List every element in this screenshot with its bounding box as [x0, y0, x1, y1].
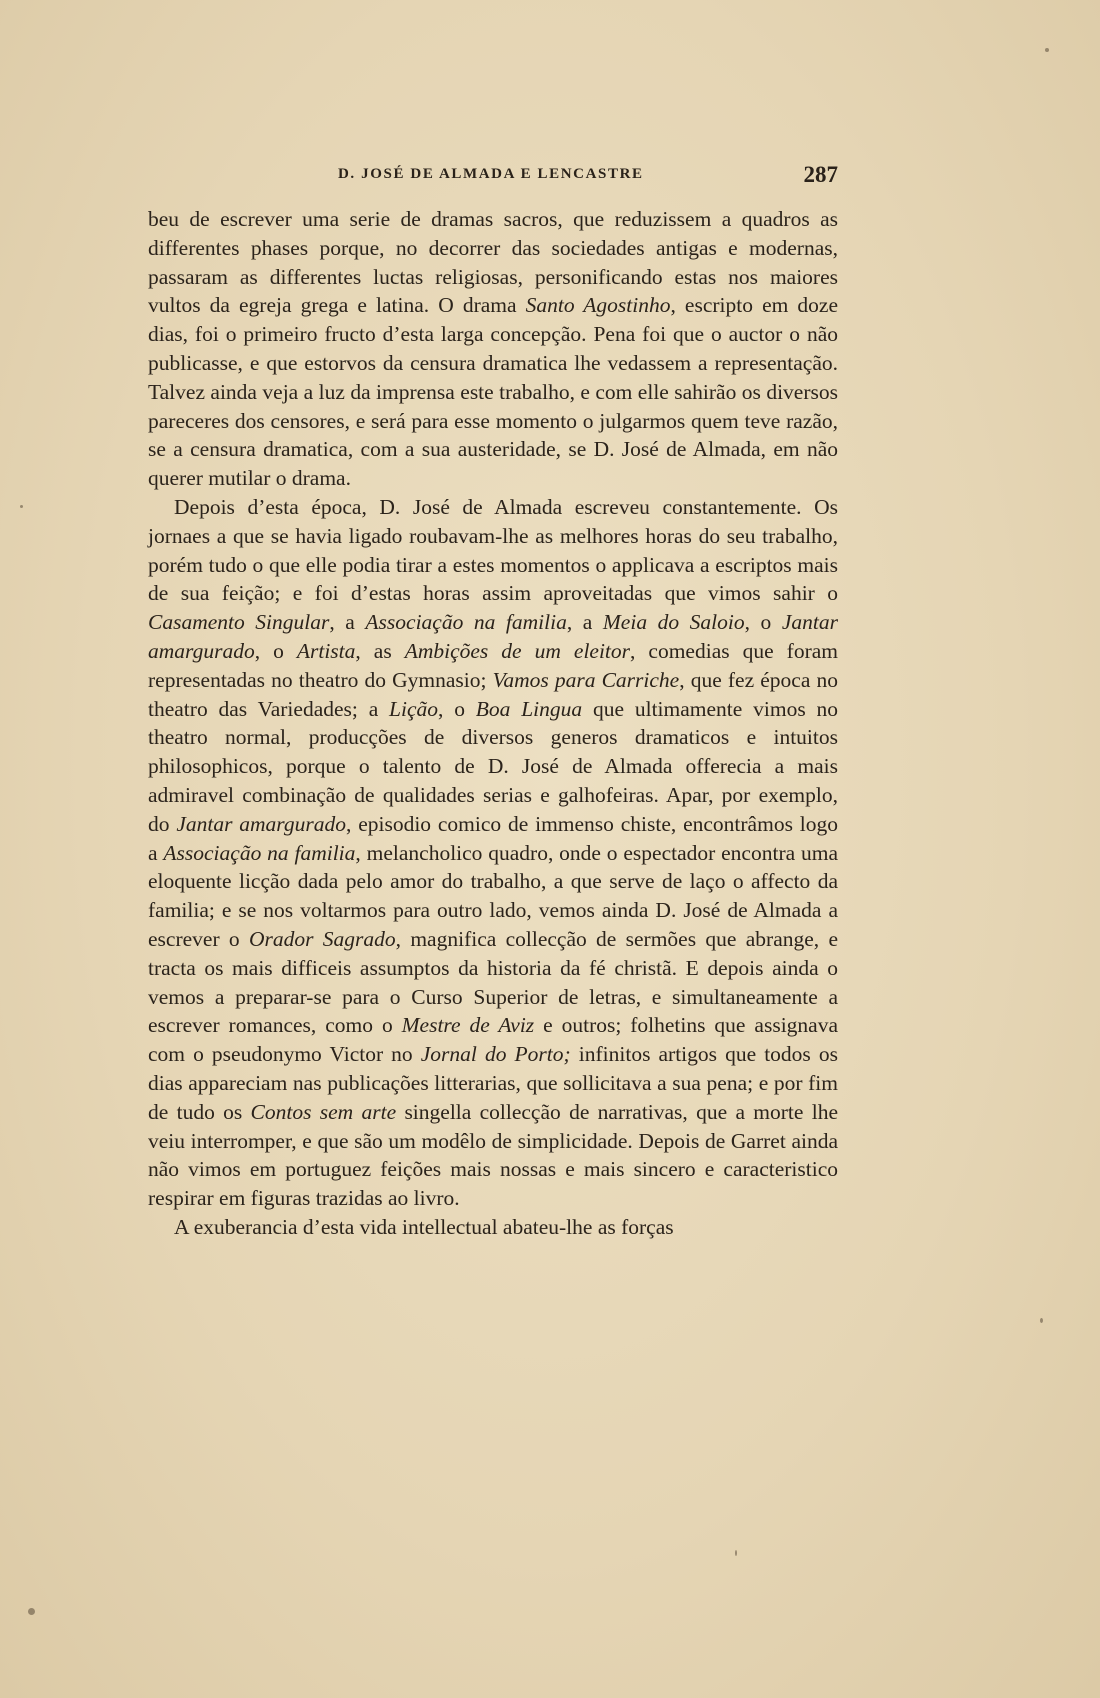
body-text [148, 205, 838, 1242]
text-run: , as [355, 638, 405, 663]
text-run: beu de escrever uma serie de dramas sacros, que reduzissem a quadros as differentes phases porque, no decorrer das sociedades antigas e modernas, passaram as differentes luctas religiosas, personificando estas nos maiores vultos da egreja grega e latina. O drama [148, 207, 838, 318]
text-run: , a [566, 610, 603, 635]
text-run: Depois d’esta época, D. José de Almada escreveu constantemente. Os jornaes a que se havia ligado roubavam-lhe as melhores horas do seu trabalho, porém tudo o que elle podia tirar a estes momentos o applicava a escriptos mais de sua feição; e foi d’estas horas assim aproveitadas que vimos sahir o [148, 494, 838, 606]
text-run: que ultimamente vimos no theatro normal, producções de diversos generos dramaticos e intuitos philosophicos, porque o talento de D. José de Almada offerecia a mais admiravel combinação de qualidades serias e galhofeiras. Apar, por exemplo, do [148, 696, 838, 836]
italic-title: Ambições de um eleitor [404, 638, 631, 663]
text-run: infinitos artigos que todos os dias appareciam nas publicações litterarias, que sollicitava a sua pena; e por fim de tudo os [148, 1042, 838, 1124]
paragraph [148, 493, 838, 1213]
italic-title: Orador Sagrado [248, 926, 396, 951]
italic-title: Boa Lingua [475, 696, 583, 721]
paper-speck [1040, 1318, 1043, 1323]
text-run: A exuberancia d’esta vida intellectual abateu-lhe as forças [174, 1214, 674, 1239]
italic-title: Contos sem arte [250, 1099, 397, 1124]
paper-speck [1045, 48, 1049, 52]
page-number: 287 [803, 162, 838, 187]
italic-title: Santo Agostinho [525, 293, 671, 318]
italic-title: Casamento Singular [148, 610, 330, 635]
text-run: , o [438, 696, 476, 721]
text-run: singella collecção de narrativas, que a morte lhe veiu interromper, e que são um modêlo de simplicidade. Depois de Garret ainda não vimos em portuguez feições mais nossas e mais sincero e caracteristico respirar em figuras trazidas ao livro. [148, 1099, 838, 1211]
text-run: , magnifica collecção de sermões que abrange, e tracta os mais difficeis assumptos da historia da fé christã. E depois ainda o vemos a preparar-se para o Curso Superior de letras, e simultaneamente a escrever romances, como o [148, 926, 838, 1038]
italic-title: Jornal do Porto; [420, 1042, 571, 1067]
paper-speck [735, 1550, 737, 1556]
text-run: , a [329, 610, 366, 635]
text-run: e outros; folhetins que assignava com o pseudonymo Victor no [148, 1013, 839, 1067]
paragraph [148, 1213, 838, 1242]
text-run: , escripto em doze dias, foi o primeiro fructo d’esta larga concepção. Pena foi que o auctor o não publicasse, e que estorvos da censura dramatica lhe vedassem a representação. Talvez ainda veja a luz da imprensa este trabalho, e com elle sahirão os diversos pareceres dos censores, e será para esse momento o julgarmos quem teve razão, se a censura dramatica, com a sua austeridade, se D. José de Almada, em não querer mutilar o drama. [148, 293, 838, 491]
italic-title: Jantar amargurado [176, 811, 346, 836]
italic-title: Mestre de Aviz [401, 1013, 535, 1038]
text-run: , comedias que foram representadas no theatro do Gymnasio; [148, 638, 838, 692]
italic-title: Associação na familia [163, 840, 356, 865]
paragraph [148, 205, 838, 493]
paper-speck [28, 1608, 35, 1615]
italic-title: Meia do Saloio [602, 610, 745, 635]
text-run: , o [254, 638, 297, 663]
running-head-title: D. JOSÉ DE ALMADA E LENCASTRE [338, 166, 644, 182]
text-run: , episodio comico de immenso chiste, encontrâmos logo a [148, 811, 838, 865]
italic-title: Associação na familia [365, 610, 567, 635]
italic-title: Lição [389, 696, 439, 721]
text-run: , que fez época no theatro das Variedades; a [148, 667, 838, 721]
paper-speck [20, 505, 23, 508]
italic-title: Artista [296, 638, 356, 663]
text-run: , melancholico quadro, onde o espectador encontra uma eloquente licção dada pelo amor do trabalho, a que serve de laço o affecto da familia; e se nos voltarmos para outro lado, vemos ainda D. José de Almada a escrever o [148, 840, 838, 951]
italic-title: Vamos para Carriche [492, 667, 680, 692]
italic-title: Jantar amargurado [148, 610, 838, 663]
text-run: , o [744, 610, 782, 635]
running-head [148, 162, 838, 192]
